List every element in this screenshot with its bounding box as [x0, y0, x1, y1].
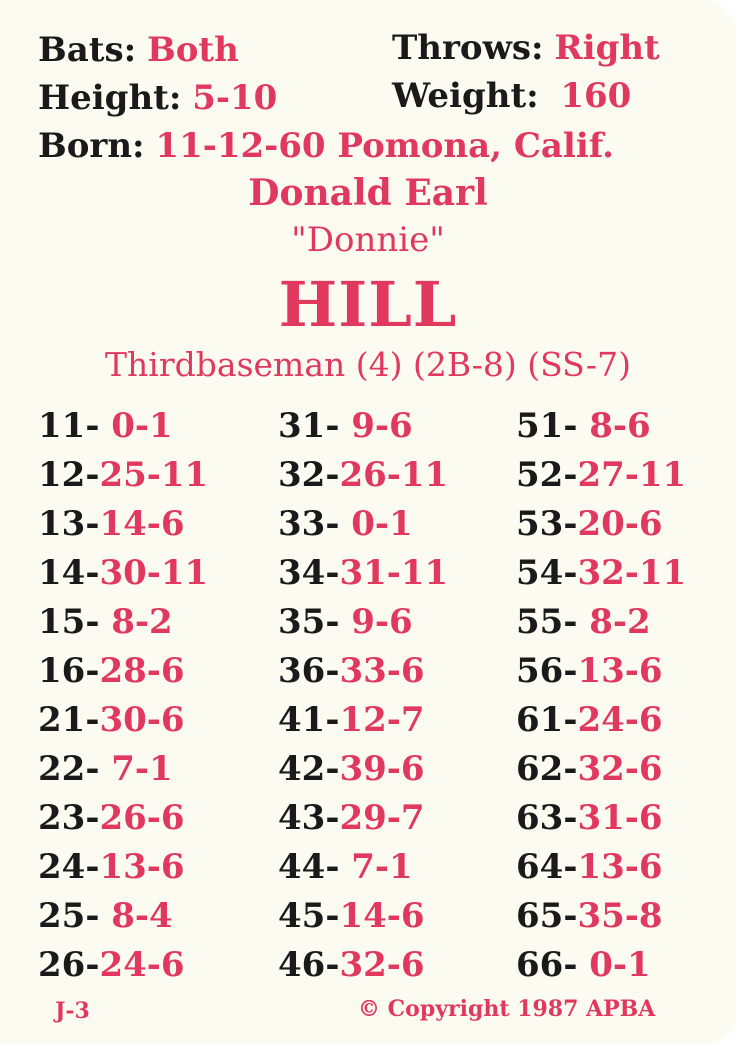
dice-result: 31-11	[339, 553, 449, 593]
throws-label: Throws:	[392, 28, 544, 68]
dice-result: 0-1	[339, 504, 413, 544]
dice-row	[278, 553, 448, 593]
dice-roll: 52-	[516, 455, 578, 495]
dice-row	[38, 455, 208, 495]
dice-result: 0-1	[99, 406, 173, 446]
dice-row	[38, 651, 185, 691]
dice-result: 8-2	[577, 602, 651, 642]
dice-result: 39-6	[339, 749, 425, 789]
bats-label: Bats:	[38, 30, 137, 70]
dice-row	[38, 945, 185, 985]
dice-result: 33-6	[339, 651, 425, 691]
dice-result: 13-6	[99, 847, 185, 887]
dice-row	[38, 847, 185, 887]
throws-value: Right	[554, 28, 660, 68]
dice-roll: 44-	[278, 847, 340, 887]
dice-roll: 35-	[278, 602, 340, 642]
born-value: 11-12-60 Pomona, Calif.	[155, 126, 615, 166]
dice-roll: 41-	[278, 700, 340, 740]
dice-result: 27-11	[577, 455, 687, 495]
bats-line	[38, 30, 239, 70]
dice-row	[278, 847, 413, 887]
dice-result: 24-6	[99, 945, 185, 985]
dice-row	[278, 700, 425, 740]
dice-result: 8-4	[99, 896, 173, 936]
dice-roll: 45-	[278, 896, 340, 936]
dice-roll: 32-	[278, 455, 340, 495]
dice-roll: 63-	[516, 798, 578, 838]
dice-roll: 24-	[38, 847, 100, 887]
dice-roll: 42-	[278, 749, 340, 789]
dice-roll: 33-	[278, 504, 340, 544]
dice-result: 32-11	[577, 553, 687, 593]
dice-roll: 15-	[38, 602, 100, 642]
dice-row	[516, 798, 663, 838]
dice-row	[516, 700, 663, 740]
born-label: Born:	[38, 126, 145, 166]
dice-row	[278, 504, 413, 544]
card-code: J-3	[55, 998, 90, 1024]
dice-row	[516, 553, 686, 593]
dice-roll: 13-	[38, 504, 100, 544]
dice-roll: 31-	[278, 406, 340, 446]
dice-row	[38, 798, 185, 838]
dice-result: 9-6	[339, 602, 413, 642]
bats-value: Both	[146, 30, 239, 70]
dice-row	[516, 847, 663, 887]
player-positions: Thirdbaseman (4) (2B-8) (SS-7)	[105, 345, 631, 384]
dice-roll: 65-	[516, 896, 578, 936]
dice-row	[278, 798, 425, 838]
dice-roll: 21-	[38, 700, 100, 740]
dice-result: 13-6	[577, 847, 663, 887]
height-label: Height:	[38, 78, 182, 118]
player-nickname: "Donnie"	[291, 220, 445, 260]
dice-roll: 61-	[516, 700, 578, 740]
dice-row	[278, 455, 448, 495]
dice-result: 9-6	[339, 406, 413, 446]
dice-result: 26-6	[99, 798, 185, 838]
dice-result: 26-11	[339, 455, 449, 495]
dice-roll: 64-	[516, 847, 578, 887]
dice-row	[516, 504, 663, 544]
dice-roll: 53-	[516, 504, 578, 544]
dice-result: 35-8	[577, 896, 663, 936]
dice-row	[38, 504, 185, 544]
dice-roll: 23-	[38, 798, 100, 838]
dice-roll: 54-	[516, 553, 578, 593]
dice-result: 8-2	[99, 602, 173, 642]
dice-roll: 56-	[516, 651, 578, 691]
dice-result: 14-6	[99, 504, 185, 544]
dice-result: 25-11	[99, 455, 209, 495]
height-value: 5-10	[192, 78, 278, 118]
dice-result: 30-11	[99, 553, 209, 593]
dice-result: 7-1	[99, 749, 173, 789]
dice-row	[38, 700, 185, 740]
dice-roll: 55-	[516, 602, 578, 642]
dice-row	[516, 945, 651, 985]
dice-roll: 66-	[516, 945, 578, 985]
copyright-line: © Copyright 1987 APBA	[358, 996, 656, 1022]
dice-result: 29-7	[339, 798, 425, 838]
weight-label: Weight:	[392, 76, 539, 116]
dice-row	[38, 896, 173, 936]
dice-row	[516, 651, 663, 691]
dice-row	[38, 602, 173, 642]
dice-result: 24-6	[577, 700, 663, 740]
dice-row	[278, 749, 425, 789]
dice-result: 32-6	[577, 749, 663, 789]
dice-result: 28-6	[99, 651, 185, 691]
dice-row	[516, 406, 651, 446]
dice-roll: 12-	[38, 455, 100, 495]
dice-roll: 11-	[38, 406, 100, 446]
dice-roll: 43-	[278, 798, 340, 838]
dice-result: 13-6	[577, 651, 663, 691]
dice-result: 30-6	[99, 700, 185, 740]
dice-row	[278, 406, 413, 446]
dice-row	[516, 455, 686, 495]
dice-row	[516, 602, 651, 642]
dice-row	[278, 896, 425, 936]
dice-roll: 22-	[38, 749, 100, 789]
throws-line	[392, 28, 660, 68]
dice-roll: 26-	[38, 945, 100, 985]
dice-roll: 46-	[278, 945, 340, 985]
player-full-name: Donald Earl	[248, 172, 488, 214]
dice-result: 14-6	[339, 896, 425, 936]
born-line	[38, 126, 614, 166]
dice-row	[38, 749, 173, 789]
height-line	[38, 78, 277, 118]
dice-result: 12-7	[339, 700, 425, 740]
dice-result: 7-1	[339, 847, 413, 887]
dice-roll: 16-	[38, 651, 100, 691]
dice-roll: 36-	[278, 651, 340, 691]
dice-roll: 62-	[516, 749, 578, 789]
weight-line	[392, 76, 631, 116]
dice-roll: 51-	[516, 406, 578, 446]
dice-row	[38, 553, 208, 593]
dice-roll: 25-	[38, 896, 100, 936]
dice-row	[278, 651, 425, 691]
dice-row	[278, 945, 425, 985]
weight-value: 160	[560, 76, 632, 116]
dice-result: 8-6	[577, 406, 651, 446]
dice-roll: 34-	[278, 553, 340, 593]
dice-row	[38, 406, 173, 446]
dice-result: 31-6	[577, 798, 663, 838]
dice-roll: 14-	[38, 553, 100, 593]
dice-result: 32-6	[339, 945, 425, 985]
player-surname: HILL	[278, 268, 458, 341]
dice-result: 0-1	[577, 945, 651, 985]
dice-row	[516, 896, 663, 936]
dice-row	[516, 749, 663, 789]
dice-row	[278, 602, 413, 642]
dice-result: 20-6	[577, 504, 663, 544]
